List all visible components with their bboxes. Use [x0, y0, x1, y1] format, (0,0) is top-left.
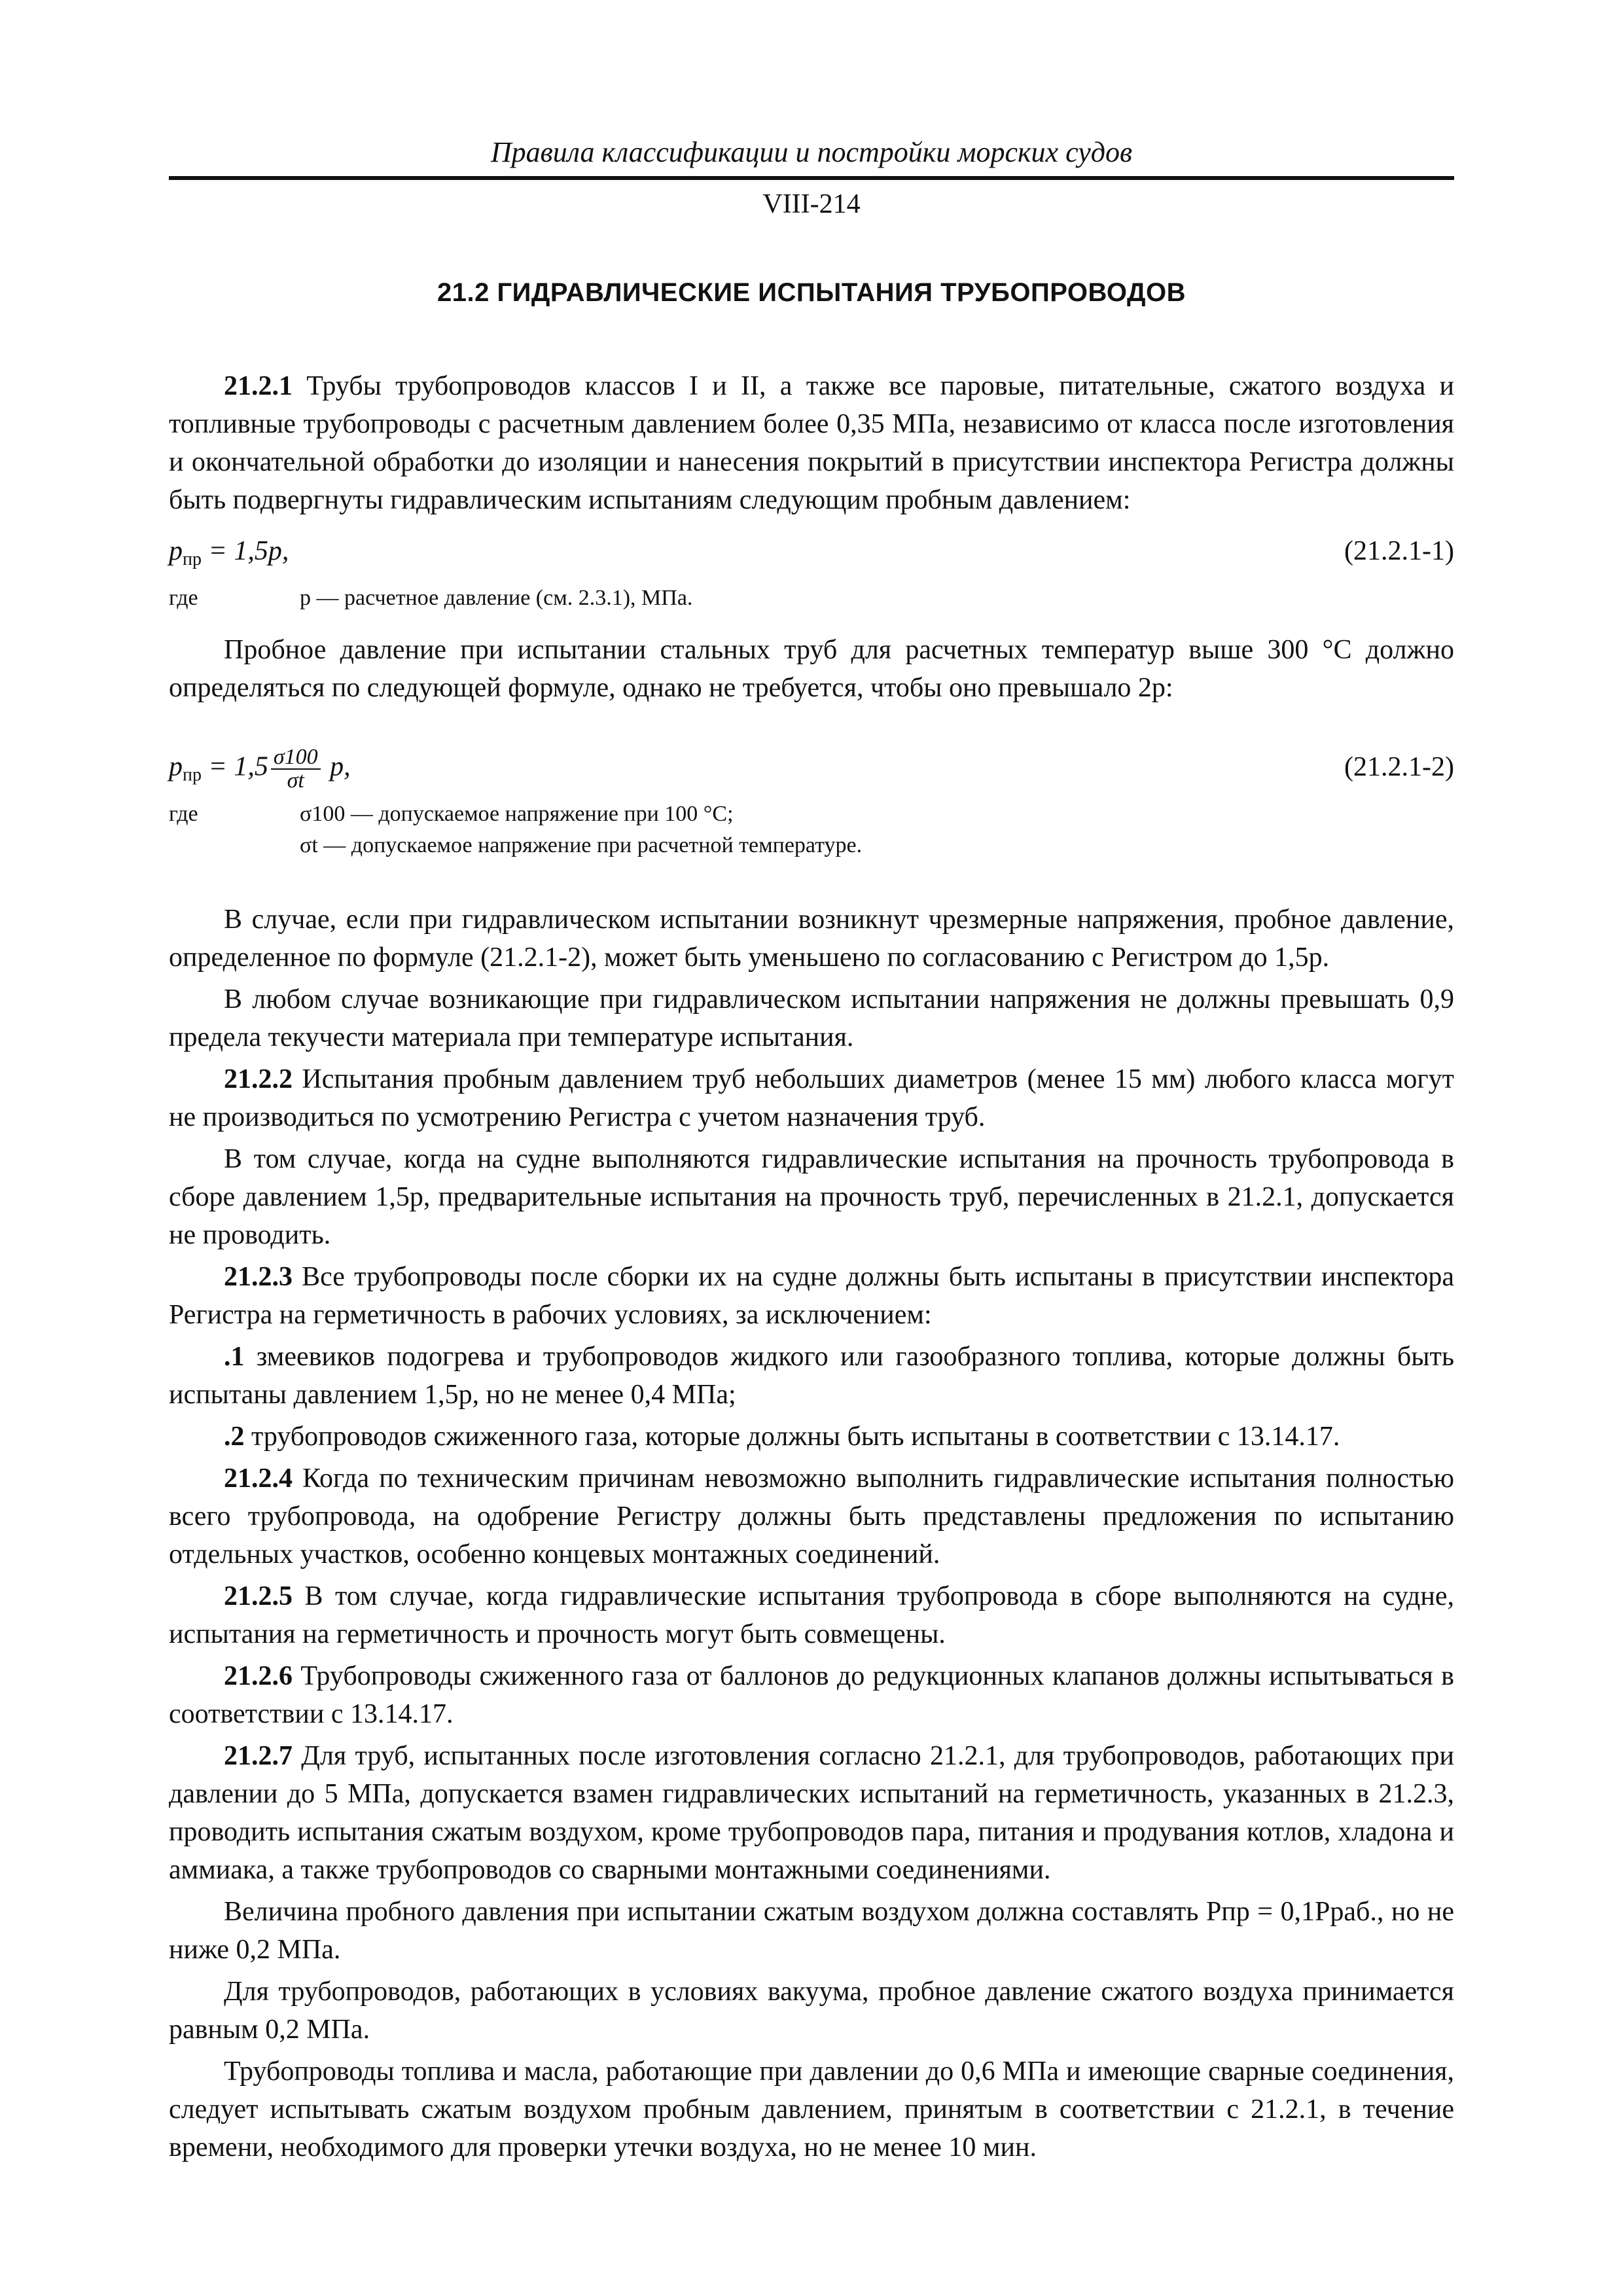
clause-text: В том случае, когда на судне выполняются гидравлические испытания на прочность трубопровода в сборе давлением 1,5p, предварительные испытания на прочность труб, перечисленных в 21.2.1, допускается не проводить.	[169, 1143, 1454, 1250]
clause-text: Трубопроводы сжиженного газа от баллонов до редукционных клапанов должны испытываться в соответствии с 13.14.17.	[169, 1660, 1454, 1729]
clause-number: 21.2.2	[224, 1064, 293, 1094]
fraction-numerator: σ100	[271, 746, 321, 770]
formula-coefficient: = 1,5	[201, 751, 268, 782]
document-body	[169, 367, 1454, 2166]
formula-legend-1	[169, 583, 1454, 614]
formula-lhs-sub: пр	[183, 549, 202, 569]
formula-fraction	[271, 746, 321, 792]
running-title: Правила классификации и постройки морских судов	[490, 136, 1133, 168]
clause-text: Для труб, испытанных после изготовления согласно 21.2.1, для трубопроводов, работающих при давлении до 5 МПа, допускается взамен гидравлических испытаний на герметичность, указанных в 21.2.3, проводить испытания сжатым воздухом, кроме трубопроводов пара, питания и продувания котлов, хладона и аммиака, а также трубопроводов со сварными монтажными соединениями.	[169, 1740, 1454, 1885]
where-label: где	[169, 801, 198, 826]
list-item-1	[169, 1338, 1454, 1414]
formula-lhs: p	[169, 751, 183, 782]
list-item-2	[169, 1418, 1454, 1456]
formula-expression	[169, 746, 351, 795]
formula-21-2-1-2	[169, 746, 1454, 795]
paragraph-21-2-3	[169, 1258, 1454, 1334]
paragraph-21-2-1	[169, 367, 1454, 519]
formula-21-2-1-1	[169, 532, 1454, 579]
clause-text: Когда по техническим причинам невозможно выполнить гидравлические испытания полностью всего трубопровода, на одобрение Регистру должны быть представлены предложения по испытанию отдельных участков, особенно концевых монтажных соединений.	[169, 1463, 1454, 1570]
formula-expression	[169, 532, 289, 579]
formula-rhs: = 1,5p,	[201, 536, 289, 566]
clause-text: Трубы трубопроводов классов I и II, а также все паровые, питательные, сжатого воздуха и топливные трубопроводы с расчетным давлением более 0,35 МПа, независимо от класса после изготовления и окончательной обработки до изоляции и нанесения покрытий в присутствии инспектора Регистра должны быть подвергнуты гидравлическим испытаниям следующим пробным давлением:	[169, 371, 1454, 515]
equation-number: (21.2.1-1)	[1344, 536, 1454, 566]
paragraph	[169, 1893, 1454, 1969]
paragraph-21-2-2	[169, 1060, 1454, 1136]
list-marker: .2	[224, 1421, 245, 1452]
formula-lhs: p	[169, 536, 183, 566]
clause-text: Трубопроводы топлива и масла, работающие при давлении до 0,6 МПа и имеющие сварные соединения, следует испытывать сжатым воздухом пробным давлением, принятым в соответствии с 21.2.1, в течение времени, необходимого для проверки утечки воздуха, но не менее 10 мин.	[169, 2056, 1454, 2162]
paragraph-21-2-6	[169, 1657, 1454, 1733]
clause-text: В любом случае возникающие при гидравлическом испытании напряжения не должны превышать 0,9 предела текучести материала при температуре испытания.	[169, 984, 1454, 1052]
equation-number: (21.2.1-2)	[1344, 751, 1454, 782]
paragraph-21-2-4	[169, 1460, 1454, 1573]
clause-number: 21.2.6	[224, 1660, 293, 1691]
list-text: трубопроводов сжиженного газа, которые должны быть испытаны в соответствии с 13.14.17.	[244, 1421, 1340, 1452]
clause-text: Все трубопроводы после сборки их на судне должны быть испытаны в присутствии инспектора Регистра на герметичность в рабочих условиях, за исключением:	[169, 1261, 1454, 1330]
document-page	[169, 134, 1454, 2166]
where-definition: p — расчетное давление (см. 2.3.1), МПа.	[300, 586, 693, 610]
clause-text: В том случае, когда гидравлические испытания трубопровода в сборе выполняются на судне, испытания на герметичность и прочность могут быть совмещены.	[169, 1581, 1454, 1649]
clause-text: В случае, если при гидравлическом испытании возникнут чрезмерные напряжения, пробное давление, определенное по формуле (21.2.1-2), может быть уменьшено по согласованию с Регистром до 1,5p.	[169, 904, 1454, 973]
paragraph-steel-pipes: Пробное давление при испытании стальных труб для расчетных температур выше 300 °С должно определяться по следующей формуле, однако не требуется, чтобы оно превышало 2p:	[169, 635, 1454, 703]
clause-number: 21.2.5	[224, 1581, 293, 1611]
formula-tail: p,	[323, 751, 351, 782]
paragraph	[169, 2053, 1454, 2166]
clause-number: 21.2.3	[224, 1261, 293, 1292]
clauses-list	[169, 901, 1454, 2166]
clause-text: Величина пробного давления при испытании сжатым воздухом должна составлять Pпр = 0,1Pраб., но не ниже 0,2 МПа.	[169, 1896, 1454, 1965]
where-definition-1: σ100 — допускаемое напряжение при 100 °С;	[300, 801, 734, 826]
page-number: VIII-214	[762, 189, 861, 219]
list-marker: .1	[224, 1341, 245, 1372]
list-text: змеевиков подогрева и трубопроводов жидкого или газообразного топлива, которые должны быть испытаны давлением 1,5p, но не менее 0,4 МПа;	[169, 1341, 1454, 1410]
paragraph-21-2-5	[169, 1577, 1454, 1653]
paragraph	[169, 1140, 1454, 1254]
paragraph	[169, 901, 1454, 977]
clause-number: 21.2.4	[224, 1463, 293, 1494]
where-definition-2: σt — допускаемое напряжение при расчетной температуре.	[300, 833, 863, 857]
fraction-denominator: σt	[287, 768, 304, 793]
clause-text: Для трубопроводов, работающих в условиях вакуума, пробное давление сжатого воздуха принимается равным 0,2 МПа.	[169, 1976, 1454, 2045]
clause-number: 21.2.7	[224, 1740, 293, 1771]
section-title: 21.2 ГИДРАВЛИЧЕСКИЕ ИСПЫТАНИЯ ТРУБОПРОВОДОВ	[437, 278, 1186, 307]
clause-number: 21.2.1	[224, 371, 293, 401]
where-label: где	[169, 586, 198, 610]
clause-text: Испытания пробным давлением труб небольших диаметров (менее 15 мм) любого класса могут не производиться по усмотрению Регистра с учетом назначения труб.	[169, 1064, 1454, 1132]
header-rule	[169, 176, 1454, 180]
paragraph-21-2-7	[169, 1737, 1454, 1889]
formula-lhs-sub: пр	[183, 764, 202, 785]
paragraph	[169, 980, 1454, 1056]
formula-legend-2	[169, 798, 1454, 861]
paragraph	[169, 1973, 1454, 2049]
